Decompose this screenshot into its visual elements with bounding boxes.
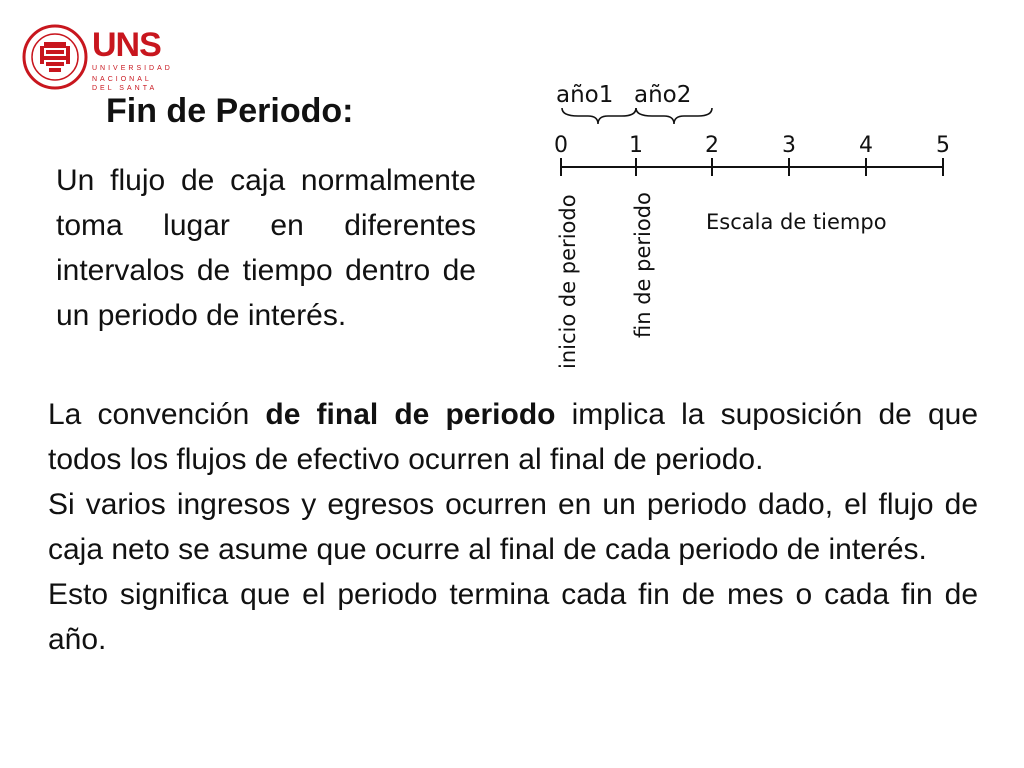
tick-label-3: 3 — [782, 133, 796, 158]
period-end-paragraph: Esto significa que el periodo termina cada fin de mes o cada fin de año. — [48, 578, 978, 656]
logo-wordmark: UNS — [92, 26, 161, 64]
time-scale-diagram — [540, 72, 980, 382]
tick-label-5: 5 — [936, 133, 950, 158]
university-seal-icon — [22, 24, 88, 90]
period-end-label: fin de periodo — [631, 192, 655, 338]
convention-text-end: implica la suposición de que todos los flujos de efectivo ocurren al final de periodo. — [48, 398, 979, 476]
logo-subtitle-line2: NACIONAL DEL SANTA — [92, 76, 158, 92]
convention-paragraph — [48, 392, 978, 482]
tick-label-1: 1 — [629, 133, 643, 158]
year1-label: año1 — [556, 82, 614, 108]
tick-label-2: 2 — [705, 133, 719, 158]
tick-label-4: 4 — [859, 133, 873, 158]
year2-label: año2 — [634, 82, 692, 108]
intro-paragraph: Un flujo de caja normalmente toma lugar en diferentes intervalos de tiempo dentro de un periodo de interés. — [56, 164, 476, 332]
tick-label-0: 0 — [554, 133, 568, 158]
net-cashflow-paragraph: Si varios ingresos y egresos ocurren en un periodo dado, el flujo de caja neto se asume que ocurre al final de cada periodo de interés. — [48, 488, 978, 566]
university-logo — [20, 22, 173, 98]
year1-brace — [562, 108, 636, 124]
convention-text-start: La convención — [48, 398, 266, 431]
period-start-label: inicio de periodo — [556, 194, 580, 369]
body-text — [48, 392, 978, 662]
slide-title: Fin de Periodo: — [106, 92, 354, 130]
convention-term: de final de periodo — [265, 398, 556, 431]
logo-subtitle-line1: UNIVERSIDAD — [92, 65, 173, 72]
time-scale-label: Escala de tiempo — [706, 210, 887, 234]
year2-brace — [636, 108, 712, 124]
